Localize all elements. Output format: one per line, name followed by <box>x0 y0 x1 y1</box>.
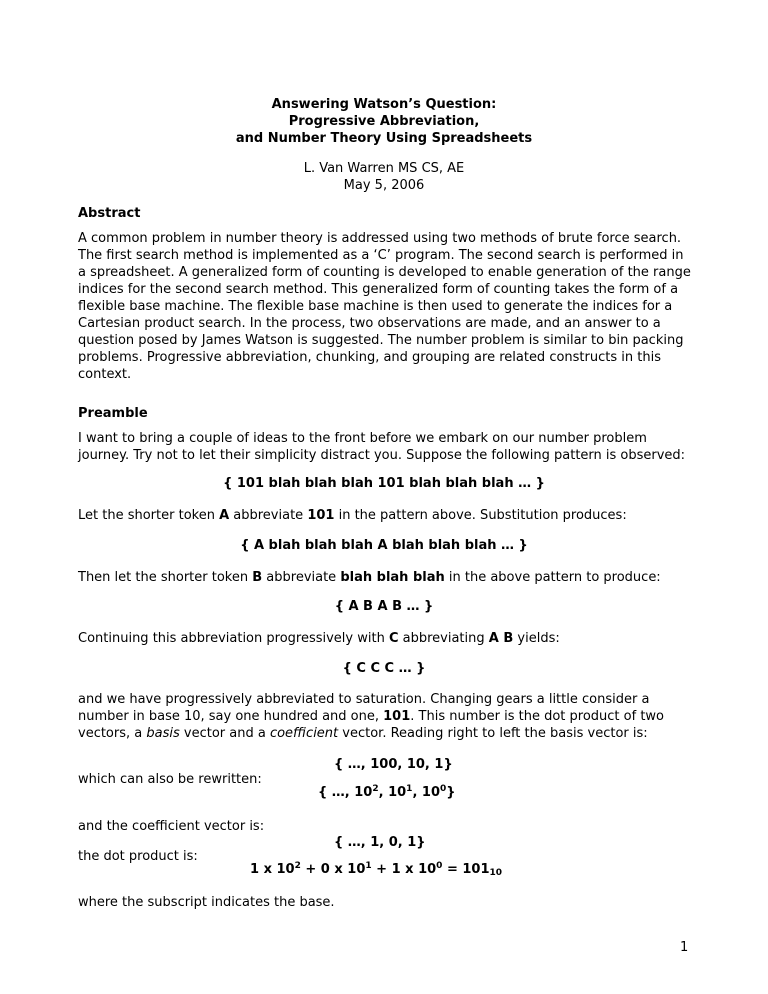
step-2-token: B <box>252 570 263 585</box>
subscript-note: where the subscript indicates the base. <box>78 895 335 910</box>
step-3-target: A B <box>488 631 514 646</box>
powers-sep-1: , 10 <box>378 785 407 800</box>
dot-term-2: + 0 x 10 <box>300 862 366 877</box>
pattern-3: { A B A B … } <box>334 599 434 614</box>
preamble-heading: Preamble <box>78 406 148 421</box>
title-line-2: Progressive Abbreviation, <box>288 114 480 129</box>
step-1-pre: Let the shorter token <box>78 508 220 523</box>
pattern-4: { C C C … } <box>342 661 426 676</box>
basis-vector: { …, 100, 10, 1} <box>334 757 453 772</box>
dot-term-1: 1 x 10 <box>250 862 295 877</box>
paper-title <box>0 96 768 147</box>
dot-exp-3: 0 <box>436 861 443 871</box>
basis-powers-vector <box>318 785 456 800</box>
preamble-intro: I want to bring a couple of ideas to the front before we embark on our number problem journey. Try not to let their simplicity distract you. Suppose the following pattern is observed: <box>78 431 686 463</box>
step-3-mid: abbreviating <box>398 631 489 646</box>
step-3-pre: Continuing this abbreviation progressively with <box>78 631 389 646</box>
step-2-post: in the above pattern to produce: <box>444 570 661 585</box>
closing-part-2: . This number is the dot product of two vectors, a <box>78 709 665 741</box>
closing-part-3: vector and a <box>179 726 270 741</box>
dot-term-3: + 1 x 10 <box>371 862 437 877</box>
pattern-2: { A blah blah blah A blah blah blah … } <box>240 538 528 553</box>
step-2-pre: Then let the shorter token <box>78 570 253 585</box>
step-2-mid: abbreviate <box>262 570 341 585</box>
powers-exp-1: 1 <box>406 784 413 794</box>
dot-product-equation <box>250 862 502 877</box>
pattern-1: { 101 blah blah blah 101 blah blah blah … } <box>223 476 545 491</box>
dot-product-label: the dot product is: <box>78 849 198 864</box>
step-1-post: in the pattern above. Substitution produces: <box>334 508 627 523</box>
author-block <box>0 160 768 194</box>
powers-open: { …, 10 <box>318 785 373 800</box>
step-1-target: 101 <box>307 508 335 523</box>
dot-exp-1: 2 <box>294 861 301 871</box>
preamble-closing <box>78 691 693 742</box>
page-number: 1 <box>680 940 689 955</box>
closing-part-1: and we have progressively abbreviated to saturation. Changing gears a little consider a number in base 10, say one hundred and one, <box>78 692 650 724</box>
closing-number: 101 <box>383 709 411 724</box>
step-1-mid: abbreviate <box>229 508 308 523</box>
step-1-token: A <box>219 508 230 523</box>
author-name: L. Van Warren MS CS, AE <box>303 161 465 176</box>
abstract-heading: Abstract <box>78 206 141 221</box>
closing-basis-word: basis <box>146 726 180 741</box>
powers-close: } <box>446 785 456 800</box>
step-2-text <box>78 569 693 586</box>
step-3-post: yields: <box>513 631 560 646</box>
rewrite-label: which can also be rewritten: <box>78 772 262 787</box>
powers-sep-2: , 10 <box>412 785 440 800</box>
abstract-text: A common problem in number theory is addressed using two methods of brute force search. The first search method is implemented as a ‘C’ program. The second search is performed in a spreadsheet. A generalized form of counting is developed to enable generation of the range indices for the second search method. This generalized form of counting takes the form of a flexible base machine. The flexible base machine is then used to generate the indices for a Cartesian product search. In the process, two observations are made, and an answer to a question posed by James Watson is suggested. The number problem is similar to bin packing problems. Progressive abbreviation, chunking, and grouping are related constructs in this context. <box>78 231 691 382</box>
step-3-token: C <box>388 631 399 646</box>
dot-base-subscript: 10 <box>489 868 503 878</box>
closing-coefficient-word: coefficient <box>269 726 339 741</box>
title-line-1: Answering Watson’s Question: <box>271 97 497 112</box>
step-3-text <box>78 630 693 647</box>
title-line-3: and Number Theory Using Spreadsheets <box>235 131 533 146</box>
powers-exp-2: 2 <box>372 784 379 794</box>
publication-date: May 5, 2006 <box>343 178 425 193</box>
closing-part-4: vector. Reading right to left the basis vector is: <box>338 726 648 741</box>
coefficient-label: and the coefficient vector is: <box>78 819 265 834</box>
powers-exp-0: 0 <box>440 784 447 794</box>
dot-result: = 101 <box>442 862 490 877</box>
coefficient-vector: { …, 1, 0, 1} <box>334 835 426 850</box>
step-2-target: blah blah blah <box>340 570 445 585</box>
dot-exp-2: 1 <box>365 861 372 871</box>
step-1-text <box>78 507 693 524</box>
